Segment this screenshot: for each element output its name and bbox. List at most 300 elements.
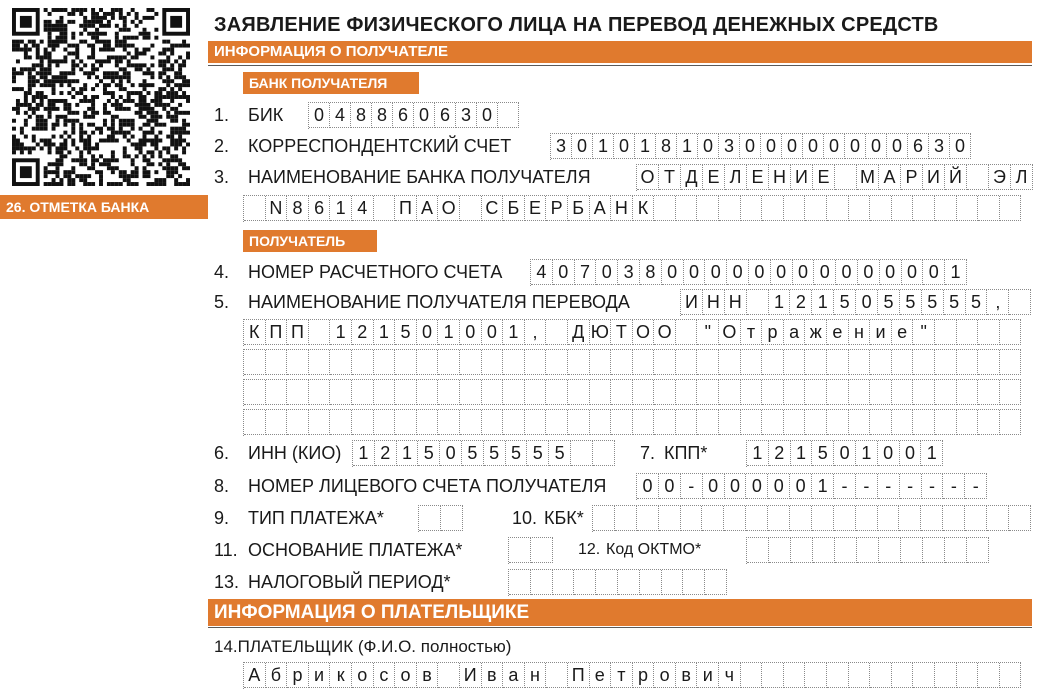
- char-cell: б: [266, 663, 288, 688]
- personal-account-field[interactable]: [636, 473, 987, 500]
- char-cell: [266, 380, 288, 405]
- char-cell: 5: [395, 320, 417, 345]
- char-cell: 8: [287, 196, 309, 221]
- char-cell: Б: [568, 196, 590, 221]
- char-cell: [805, 380, 827, 405]
- char-cell: А: [417, 196, 439, 221]
- char-cell: [615, 506, 637, 531]
- char-cell: Т: [659, 165, 681, 190]
- char-cell: в: [482, 663, 504, 688]
- char-cell: [827, 380, 849, 405]
- char-cell: [662, 570, 684, 595]
- char-cell: 5: [812, 441, 834, 466]
- char-cell: [957, 410, 979, 435]
- char-cell: [747, 538, 769, 563]
- char-cell: Э: [989, 165, 1011, 190]
- char-cell: в: [676, 663, 698, 688]
- char-cell: Н: [769, 165, 791, 190]
- char-cell: [654, 196, 676, 221]
- char-cell: [482, 410, 504, 435]
- char-cell: 0: [417, 320, 439, 345]
- char-cell: [935, 350, 957, 375]
- char-cell: 0: [596, 260, 618, 285]
- char-cell: с: [374, 663, 396, 688]
- char-cell: 5: [549, 441, 571, 466]
- char-cell: [309, 350, 331, 375]
- char-cell: [957, 663, 979, 688]
- char-cell: [244, 380, 266, 405]
- kbk-label: КБК*: [544, 508, 584, 528]
- char-cell: [719, 380, 741, 405]
- char-cell: [438, 663, 460, 688]
- field-number: 2.: [214, 136, 230, 156]
- char-cell: [762, 410, 784, 435]
- char-cell: е: [827, 320, 849, 345]
- char-cell: 5: [506, 441, 528, 466]
- char-cell: [702, 506, 724, 531]
- char-cell: [892, 350, 914, 375]
- char-cell: [1000, 196, 1022, 221]
- char-cell: 0: [746, 474, 768, 499]
- char-cell: 5: [834, 290, 856, 315]
- field-number: 9.: [214, 508, 230, 528]
- char-cell: [611, 380, 633, 405]
- char-cell: 5: [966, 290, 988, 315]
- recipient-name-field-line4[interactable]: [243, 379, 1021, 406]
- char-cell: [509, 570, 531, 595]
- char-cell: [460, 410, 482, 435]
- char-cell: е: [892, 320, 914, 345]
- char-cell: 8: [656, 134, 677, 159]
- char-cell: [546, 380, 568, 405]
- char-cell: [395, 410, 417, 435]
- tax-period-field[interactable]: [508, 569, 727, 596]
- char-cell: 0: [637, 474, 659, 499]
- char-cell: Л: [725, 165, 747, 190]
- char-cell: [590, 350, 612, 375]
- char-cell: Т: [611, 320, 633, 345]
- char-cell: [935, 320, 957, 345]
- char-cell: [417, 380, 439, 405]
- char-cell: [309, 380, 331, 405]
- char-cell: [640, 570, 662, 595]
- char-cell: 0: [814, 260, 836, 285]
- char-cell: [503, 410, 525, 435]
- char-cell: 0: [902, 260, 924, 285]
- char-cell: 1: [635, 134, 656, 159]
- char-cell: 3: [618, 260, 640, 285]
- char-cell: 0: [771, 260, 793, 285]
- char-cell: [705, 570, 727, 595]
- char-cell: 1: [769, 290, 791, 315]
- char-cell: 0: [477, 103, 498, 128]
- char-cell: [633, 350, 655, 375]
- char-cell: 0: [856, 290, 878, 315]
- corr-account-field[interactable]: [550, 133, 971, 160]
- char-cell: [784, 380, 806, 405]
- char-cell: 1: [812, 474, 834, 499]
- char-cell: [870, 663, 892, 688]
- char-cell: [957, 320, 979, 345]
- char-cell: [438, 380, 460, 405]
- char-cell: О: [633, 320, 655, 345]
- oktmo-field[interactable]: [746, 537, 989, 564]
- char-cell: К: [633, 196, 655, 221]
- char-cell: [921, 506, 943, 531]
- char-cell: 0: [749, 260, 771, 285]
- char-cell: [957, 196, 979, 221]
- char-cell: [1000, 320, 1022, 345]
- char-cell: в: [417, 663, 439, 688]
- char-cell: ,: [525, 320, 547, 345]
- char-cell: 0: [878, 441, 900, 466]
- char-cell: [805, 196, 827, 221]
- char-cell: -: [834, 474, 856, 499]
- char-cell: Е: [813, 165, 835, 190]
- char-cell: [892, 410, 914, 435]
- char-cell: 0: [803, 134, 824, 159]
- char-cell: [654, 380, 676, 405]
- char-cell: [590, 380, 612, 405]
- char-cell: [266, 350, 288, 375]
- kbk-field[interactable]: [592, 505, 1031, 532]
- char-cell: [395, 350, 417, 375]
- char-cell: Б: [503, 196, 525, 221]
- char-cell: [697, 410, 719, 435]
- char-cell: И: [681, 290, 703, 315]
- recipient-name-field-line1[interactable]: [680, 289, 1031, 316]
- char-cell: -: [965, 474, 987, 499]
- recipient-name-field-line3[interactable]: [243, 349, 1021, 376]
- char-cell: [827, 410, 849, 435]
- char-cell: 1: [677, 134, 698, 159]
- char-cell: 0: [845, 134, 866, 159]
- char-cell: [438, 350, 460, 375]
- char-cell: 2: [769, 441, 791, 466]
- char-cell: [978, 196, 1000, 221]
- char-cell: [676, 196, 698, 221]
- char-cell: [827, 350, 849, 375]
- payer-name-field[interactable]: [243, 662, 1021, 689]
- char-cell: 1: [791, 441, 813, 466]
- char-cell: 1: [945, 260, 967, 285]
- char-cell: [244, 196, 266, 221]
- char-cell: [849, 663, 871, 688]
- recipient-name-field-line5[interactable]: [243, 409, 1021, 436]
- char-cell: [762, 380, 784, 405]
- char-cell: [978, 663, 1000, 688]
- char-cell: Е: [703, 165, 725, 190]
- char-cell: 0: [727, 260, 749, 285]
- char-cell: 0: [309, 103, 330, 128]
- recipient-section-header: ИНФОРМАЦИЯ О ПОЛУЧАТЕЛЕ: [208, 41, 1032, 63]
- char-cell: 0: [834, 441, 856, 466]
- char-cell: Е: [525, 196, 547, 221]
- char-cell: -: [856, 474, 878, 499]
- char-cell: и: [697, 663, 719, 688]
- char-cell: о: [654, 663, 676, 688]
- char-cell: К: [244, 320, 266, 345]
- char-cell: [784, 350, 806, 375]
- char-cell: [724, 506, 746, 531]
- char-cell: [913, 410, 935, 435]
- char-cell: [805, 350, 827, 375]
- char-cell: О: [637, 165, 659, 190]
- char-cell: -: [681, 474, 703, 499]
- char-cell: -: [922, 474, 944, 499]
- char-cell: П: [287, 320, 309, 345]
- char-cell: [784, 196, 806, 221]
- char-cell: [571, 441, 593, 466]
- char-cell: 0: [836, 260, 858, 285]
- char-cell: е: [590, 663, 612, 688]
- char-cell: [374, 350, 396, 375]
- char-cell: [856, 506, 878, 531]
- char-cell: [870, 196, 892, 221]
- char-cell: [913, 350, 935, 375]
- char-cell: 0: [553, 260, 575, 285]
- char-cell: [244, 350, 266, 375]
- char-cell: [762, 663, 784, 688]
- char-cell: и: [309, 663, 331, 688]
- char-cell: ч: [719, 663, 741, 688]
- bank-name-label: НАИМЕНОВАНИЕ БАНКА ПОЛУЧАТЕЛЯ: [248, 167, 591, 187]
- char-cell: [901, 538, 923, 563]
- qr-code-icon: [12, 8, 190, 186]
- char-cell: 0: [793, 260, 815, 285]
- divider: [208, 65, 1032, 66]
- char-cell: [935, 410, 957, 435]
- char-cell: [857, 538, 879, 563]
- char-cell: 0: [659, 474, 681, 499]
- char-cell: [719, 350, 741, 375]
- char-cell: 8: [351, 103, 372, 128]
- char-cell: а: [784, 320, 806, 345]
- char-cell: -: [900, 474, 922, 499]
- char-cell: Л: [1011, 165, 1033, 190]
- char-cell: [417, 350, 439, 375]
- field-number: 13.: [214, 572, 240, 592]
- char-cell: [834, 506, 856, 531]
- char-cell: [546, 410, 568, 435]
- char-cell: 0: [684, 260, 706, 285]
- char-cell: [827, 196, 849, 221]
- char-cell: [531, 538, 553, 563]
- bik-field[interactable]: [308, 102, 519, 129]
- tax-period-label: НАЛОГОВЫЙ ПЕРИОД*: [248, 572, 451, 592]
- char-cell: [546, 663, 568, 688]
- char-cell: [913, 663, 935, 688]
- char-cell: -: [943, 474, 965, 499]
- bank-name-field-line1[interactable]: [636, 164, 1033, 191]
- char-cell: [568, 410, 590, 435]
- field-number: 6.: [214, 443, 230, 463]
- char-cell: [546, 320, 568, 345]
- char-cell: [1000, 663, 1022, 688]
- char-cell: р: [287, 663, 309, 688]
- char-cell: [596, 570, 618, 595]
- char-cell: Н: [611, 196, 633, 221]
- page-title: ЗАЯВЛЕНИЕ ФИЗИЧЕСКОГО ЛИЦА НА ПЕРЕВОД ДЕНЕЖНЫХ СРЕДСТВ: [214, 14, 939, 36]
- char-cell: 1: [330, 196, 352, 221]
- char-cell: н: [525, 663, 547, 688]
- account-number-label: НОМЕР РАСЧЕТНОГО СЧЕТА: [248, 262, 503, 282]
- char-cell: [967, 538, 989, 563]
- char-cell: [835, 538, 857, 563]
- char-cell: [870, 380, 892, 405]
- char-cell: [525, 380, 547, 405]
- char-cell: [741, 196, 763, 221]
- char-cell: [676, 410, 698, 435]
- char-cell: [574, 570, 596, 595]
- char-cell: [892, 380, 914, 405]
- bank-name-field-line2[interactable]: [243, 195, 1021, 222]
- payer-label: 14.ПЛАТЕЛЬЩИК (Ф.И.О. полностью): [214, 637, 512, 656]
- char-cell: [849, 196, 871, 221]
- char-cell: 0: [460, 320, 482, 345]
- account-number-field[interactable]: [530, 259, 967, 286]
- char-cell: [978, 320, 1000, 345]
- char-cell: [568, 350, 590, 375]
- char-cell: [768, 506, 790, 531]
- char-cell: 7: [575, 260, 597, 285]
- char-cell: 0: [790, 474, 812, 499]
- char-cell: 0: [662, 260, 684, 285]
- field-number: 11.: [214, 540, 238, 560]
- char-cell: [935, 196, 957, 221]
- char-cell: [790, 506, 812, 531]
- char-cell: [568, 380, 590, 405]
- char-cell: [899, 506, 921, 531]
- char-cell: [935, 663, 957, 688]
- payment-basis-label: ОСНОВАНИЕ ПЛАТЕЖА*: [248, 540, 463, 560]
- char-cell: 0: [725, 474, 747, 499]
- char-cell: 0: [866, 134, 887, 159]
- char-cell: 1: [330, 320, 352, 345]
- payment-basis-field[interactable]: [508, 537, 553, 564]
- inn-field[interactable]: [352, 440, 615, 467]
- char-cell: 1: [593, 134, 614, 159]
- char-cell: Д: [681, 165, 703, 190]
- field-number: 10.: [512, 508, 538, 528]
- char-cell: 0: [768, 474, 790, 499]
- char-cell: 0: [740, 134, 761, 159]
- char-cell: [531, 570, 553, 595]
- char-cell: Н: [703, 290, 725, 315]
- oktmo-label: Код ОКТМО*: [606, 541, 702, 558]
- char-cell: [352, 380, 374, 405]
- char-cell: [741, 663, 763, 688]
- char-cell: [676, 320, 698, 345]
- char-cell: [965, 506, 987, 531]
- char-cell: 6: [435, 103, 456, 128]
- recipient-name-field-line2[interactable]: [243, 319, 1021, 346]
- char-cell: о: [352, 663, 374, 688]
- char-cell: 1: [503, 320, 525, 345]
- char-cell: т: [611, 663, 633, 688]
- char-cell: [525, 410, 547, 435]
- char-cell: [611, 350, 633, 375]
- char-cell: N: [266, 196, 288, 221]
- char-cell: [849, 350, 871, 375]
- char-cell: 0: [782, 134, 803, 159]
- char-cell: [849, 410, 871, 435]
- char-cell: [697, 380, 719, 405]
- char-cell: 0: [887, 134, 908, 159]
- char-cell: [676, 350, 698, 375]
- recipient-subsection-header: ПОЛУЧАТЕЛЬ: [243, 230, 377, 252]
- char-cell: [1009, 506, 1031, 531]
- char-cell: Н: [725, 290, 747, 315]
- char-cell: [352, 410, 374, 435]
- char-cell: 1: [438, 320, 460, 345]
- char-cell: 8: [372, 103, 393, 128]
- char-cell: 0: [482, 320, 504, 345]
- char-cell: [978, 410, 1000, 435]
- char-cell: -: [878, 474, 900, 499]
- char-cell: а: [503, 663, 525, 688]
- char-cell: [878, 506, 900, 531]
- char-cell: [593, 506, 615, 531]
- char-cell: 0: [900, 441, 922, 466]
- char-cell: [943, 506, 965, 531]
- char-cell: 0: [572, 134, 593, 159]
- char-cell: [460, 350, 482, 375]
- char-cell: [498, 103, 519, 128]
- kpp-field[interactable]: [746, 440, 943, 467]
- char-cell: [978, 350, 1000, 375]
- char-cell: 0: [703, 474, 725, 499]
- char-cell: [330, 410, 352, 435]
- char-cell: П: [395, 196, 417, 221]
- char-cell: М: [857, 165, 879, 190]
- char-cell: [287, 410, 309, 435]
- char-cell: 1: [812, 290, 834, 315]
- char-cell: к: [330, 663, 352, 688]
- char-cell: [870, 410, 892, 435]
- char-cell: 0: [824, 134, 845, 159]
- char-cell: Е: [747, 165, 769, 190]
- char-cell: [244, 410, 266, 435]
- char-cell: 6: [908, 134, 929, 159]
- char-cell: А: [244, 663, 266, 688]
- char-cell: 0: [880, 260, 902, 285]
- char-cell: [805, 410, 827, 435]
- char-cell: [784, 410, 806, 435]
- char-cell: [482, 380, 504, 405]
- char-cell: О: [654, 320, 676, 345]
- char-cell: 6: [393, 103, 414, 128]
- char-cell: С: [482, 196, 504, 221]
- field-number: 12.: [578, 541, 601, 558]
- char-cell: [812, 506, 834, 531]
- char-cell: р: [633, 663, 655, 688]
- char-cell: [441, 506, 463, 531]
- char-cell: Р: [546, 196, 568, 221]
- char-cell: [957, 380, 979, 405]
- payment-type-field[interactable]: [418, 505, 463, 532]
- inn-label: ИНН (КИО): [248, 443, 342, 463]
- char-cell: 5: [878, 290, 900, 315]
- char-cell: [1000, 380, 1022, 405]
- char-cell: [618, 570, 640, 595]
- field-number: 1.: [214, 105, 230, 125]
- kpp-label: КПП*: [664, 443, 708, 463]
- char-cell: [309, 320, 331, 345]
- char-cell: ,: [987, 290, 1009, 315]
- char-cell: ": [697, 320, 719, 345]
- char-cell: 2: [375, 441, 397, 466]
